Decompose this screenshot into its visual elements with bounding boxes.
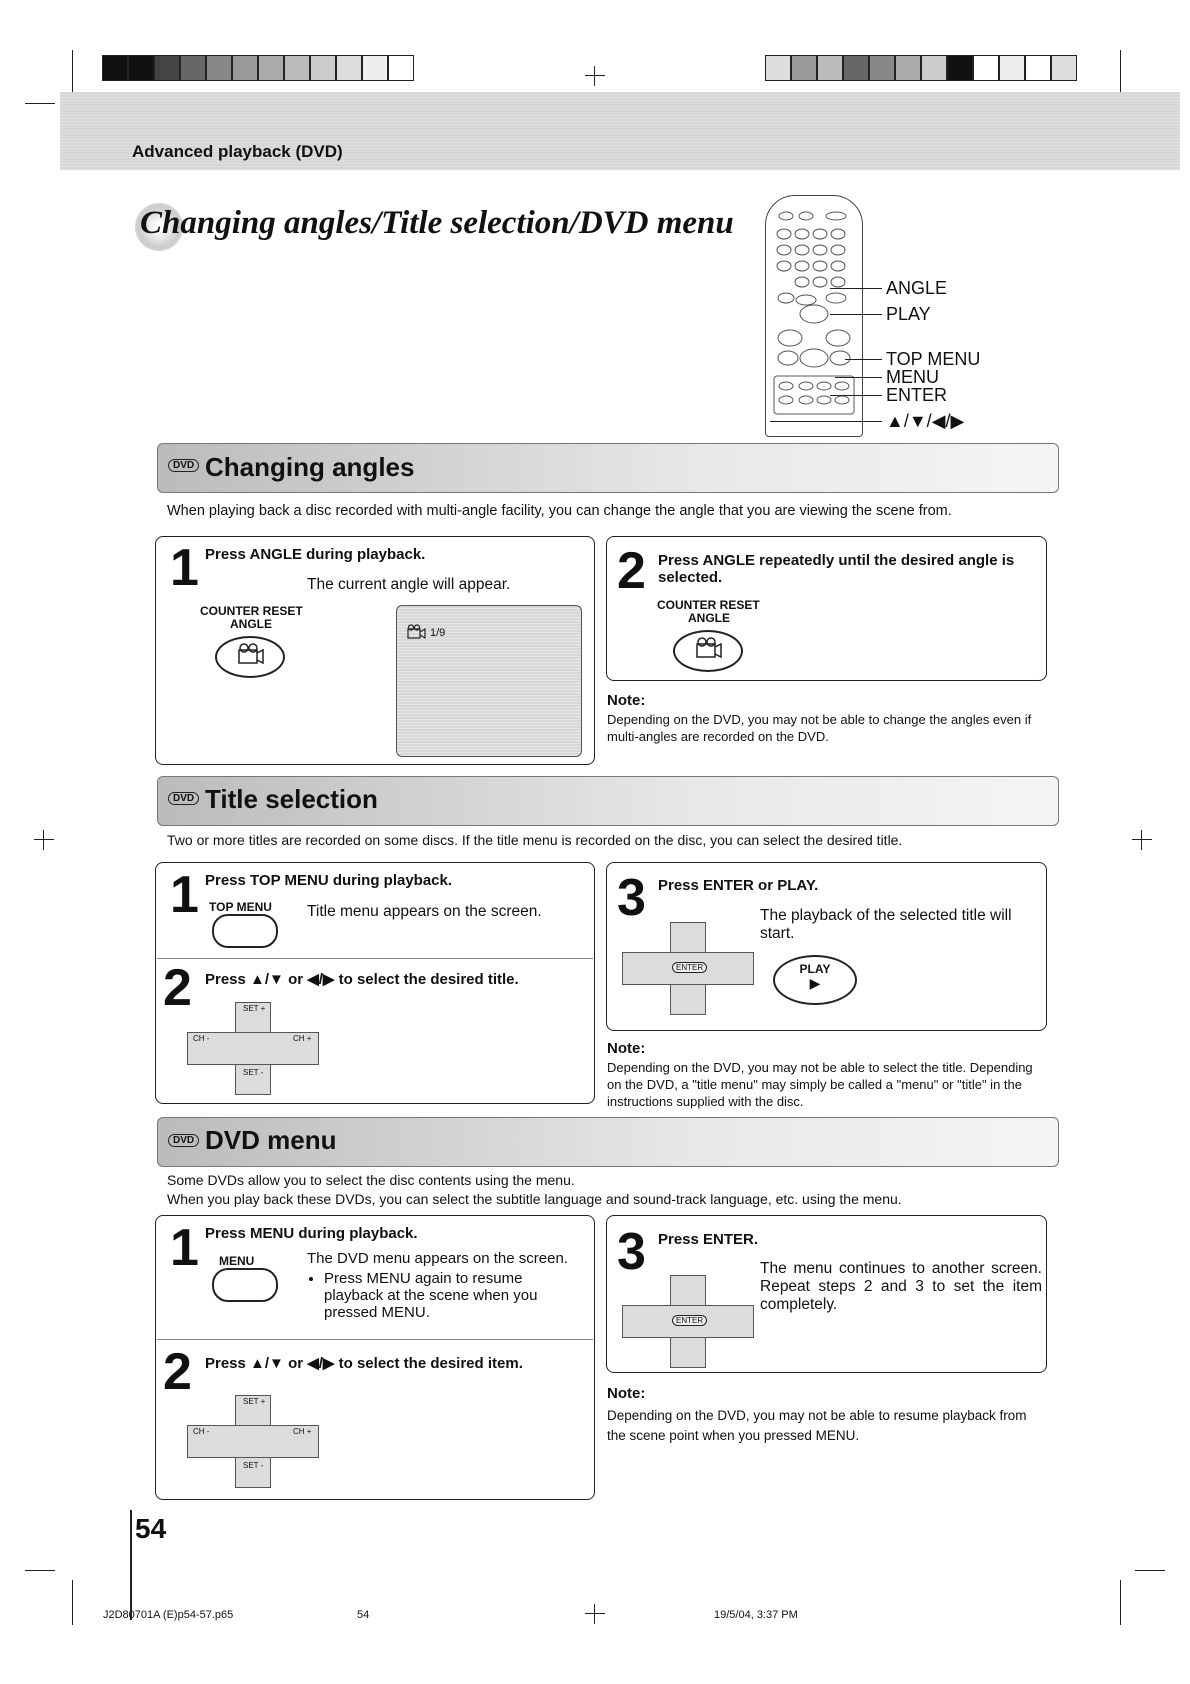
remote-label-menu: MENU [886, 367, 939, 387]
footer-file: J2D80701A (E)p54-57.p65 [103, 1609, 234, 1621]
section-title-dvd-menu: DVD menu [205, 1125, 337, 1155]
note-heading: Note: [607, 692, 646, 709]
button-label-angle: ANGLE [688, 611, 730, 625]
color-bar-right [765, 55, 1077, 81]
dvd-badge: DVD [168, 1134, 199, 1147]
remote-label-arrows: ▲/▼/◀/▶ [886, 411, 965, 431]
step-body: The current angle will appear. [307, 576, 511, 593]
key-label-set-minus: SET - [243, 1068, 264, 1077]
button-label-angle: ANGLE [230, 617, 272, 631]
step-number: 3 [617, 1223, 646, 1281]
enter-keypad [622, 922, 754, 1015]
key-label-set-minus: SET - [243, 1461, 264, 1470]
dvd-menu-intro-2: When you play back these DVDs, you can select the subtitle language and sound-track language, etc. using the menu. [167, 1191, 902, 1207]
step-heading: Press ANGLE during playback. [205, 546, 426, 563]
remote-label-play: PLAY [886, 304, 931, 324]
remote-control-illustration [765, 195, 863, 437]
key-label-ch-minus: CH - [193, 1427, 210, 1436]
dvd-badge: DVD [168, 459, 199, 472]
step-body: The playback of the selected title will start. [760, 907, 1012, 942]
registration-mark-bottom [585, 1604, 605, 1624]
step-number: 1 [170, 539, 199, 597]
enter-key: ENTER [672, 962, 707, 973]
step-number: 3 [617, 869, 646, 927]
step-bullet [308, 1270, 578, 1321]
step-heading: Press TOP MENU during playback. [205, 872, 453, 889]
bullet-item: • Press MENU again to resume playback at the scene when you pressed MENU. [324, 1270, 578, 1321]
page-title: Changing angles/Title selection/DVD menu [140, 205, 734, 241]
step-heading: Press ▲/▼ or ◀/▶ to select the desired item. [205, 1355, 523, 1372]
footer-page: 54 [357, 1609, 370, 1621]
registration-mark-right [1132, 830, 1152, 850]
enter-keypad [622, 1275, 754, 1368]
step-heading: Press ENTER or PLAY. [658, 877, 819, 894]
play-button-icon: PLAY ▶ [773, 955, 857, 1005]
step-heading: Press ANGLE repeatedly until the desired angle is selected. [658, 552, 1015, 586]
step-body: Title menu appears on the screen. [307, 903, 542, 920]
step-body: The menu continues to another screen. Repeat steps 2 and 3 to set the item completely. [760, 1260, 1042, 1313]
registration-mark-left [34, 830, 54, 850]
angles-intro: When playing back a disc recorded with multi-angle facility, you can change the angle that you are viewing the scene from. [167, 503, 952, 519]
button-label: MENU [219, 1254, 255, 1268]
arrow-keypad [187, 1395, 319, 1488]
title-intro: Two or more titles are recorded on some discs. If the title menu is recorded on the disc, you can select the desired title. [167, 832, 903, 848]
enter-key: ENTER [672, 1315, 707, 1326]
osd-angle-value: 1/9 [430, 627, 446, 639]
step-number: 2 [617, 542, 646, 600]
key-label-set-plus: SET + [243, 1397, 266, 1406]
button-label-top: COUNTER RESET [200, 604, 303, 618]
angle-button-icon [215, 636, 285, 678]
step-heading: Press MENU during playback. [205, 1225, 418, 1242]
play-button-label: PLAY [799, 962, 831, 976]
page-number: 54 [135, 1513, 167, 1544]
note-text: Depending on the DVD, you may not be able to resume playback from the scene point when you pressed MENU. [607, 1408, 1027, 1443]
remote-label-top-menu: TOP MENU [886, 349, 981, 369]
section-title-angles: Changing angles [205, 452, 415, 482]
camera-icon [406, 624, 428, 645]
button-label-top: COUNTER RESET [657, 598, 760, 612]
step-heading: Press ▲/▼ or ◀/▶ to select the desired title. [205, 971, 519, 988]
color-bar-left [102, 55, 414, 81]
remote-label-angle: ANGLE [886, 278, 948, 298]
step-number: 1 [170, 866, 199, 924]
menu-button-icon [212, 1268, 278, 1302]
button-label: TOP MENU [209, 900, 272, 914]
remote-label-enter: ENTER [886, 385, 948, 405]
note-heading: Note: [607, 1385, 646, 1402]
note-text: Depending on the DVD, you may not be able to change the angles even if multi-angles are recorded on the DVD. [607, 712, 1032, 744]
key-label-ch-plus: CH + [293, 1034, 312, 1043]
step-number: 2 [163, 1343, 192, 1401]
step-heading: Press ENTER. [658, 1231, 759, 1248]
step-number: 1 [170, 1219, 199, 1277]
step-number: 2 [163, 959, 192, 1017]
dvd-menu-intro-1: Some DVDs allow you to select the disc contents using the menu. [167, 1172, 575, 1188]
footer-date: 19/5/04, 3:37 PM [714, 1609, 798, 1621]
arrow-keypad [187, 1002, 319, 1095]
registration-mark-top [585, 66, 605, 86]
section-header: Advanced playback (DVD) [132, 142, 343, 161]
top-menu-button-icon [212, 914, 278, 948]
key-label-ch-plus: CH + [293, 1427, 312, 1436]
step-body: The DVD menu appears on the screen. [307, 1250, 568, 1267]
note-heading: Note: [607, 1040, 646, 1057]
note-text: Depending on the DVD, you may not be able to select the title. Depending on the DVD, a "title menu" may simply be called a "menu" or "title" in the instructions supplied with the disc. [607, 1060, 1033, 1109]
dvd-badge: DVD [168, 792, 199, 805]
key-label-set-plus: SET + [243, 1004, 266, 1013]
key-label-ch-minus: CH - [193, 1034, 210, 1043]
section-title-title-selection: Title selection [205, 784, 378, 814]
angle-button-icon [673, 630, 743, 672]
